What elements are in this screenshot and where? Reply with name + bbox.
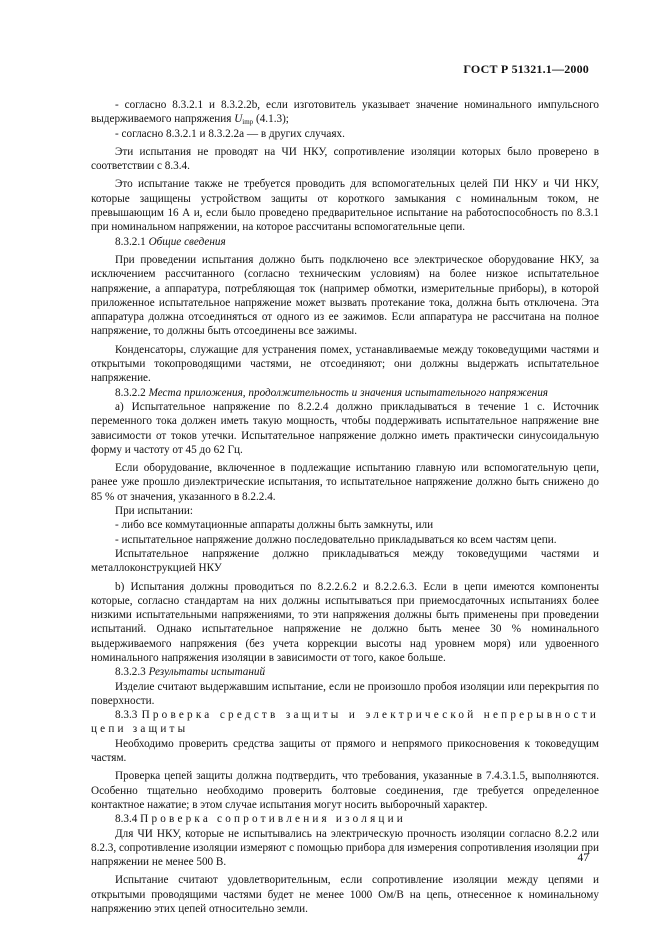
voltage-subscript: imp: [242, 118, 254, 127]
paragraph-13: b) Испытания должны проводиться по 8.2.2.6.2 и 8.2.2.6.3. Если в цепи имеются компоненты которые, согласно стандартам на них должны испытываться при приемосдаточных испытаниях более низкими испытательными напряжениями, то эти напряжения должны быть применены при проведении испытаний. Однако испытательное напряжение не должно быть менее 30 % номинального выдерживаемого напряжения (без учета коррекции высоты над уровнем моря) или удвоенного номинального напряжения изоляции в зависимости от того, какое больше.: [91, 580, 599, 664]
section-title: Общие сведения: [148, 235, 226, 248]
paragraph-11: - испытательное напряжение должно последовательно прикладываться ко всем частям цепи.: [115, 533, 557, 546]
paragraph-16: Проверка цепей защиты должна подтвердить, что требования, указанные в 7.4.3.1.5, выполняются. Особенно тщательно необходимо проверить болтовые соединения, где требуется определенное контактное нажатие; в этом случае испытания могут носить выборочный характер.: [91, 770, 599, 811]
section-title: Проверка средств защиты и электрической непрерывности цепи защиты: [91, 709, 600, 736]
paragraph-1-tail: (4.1.3);: [253, 113, 289, 126]
paragraph-3: Эти испытания не проводят на ЧИ НКУ, сопротивление изоляции которых было проверено в соответствии с 8.3.4.: [91, 145, 599, 173]
voltage-symbol: U: [234, 113, 243, 126]
section-8-3-2-2-heading: [91, 386, 599, 400]
paragraph-14: Изделие считают выдержавшим испытание, если не произошло пробоя изоляции или перекрытия по поверхности.: [91, 680, 599, 707]
paragraph-8: Если оборудование, включенное в подлежащие испытанию главную или вспомогательную цепи, ранее уже прошло диэлектрические испытания, то испытательное напряжение должно быть снижено до 85 % от значения, указанного в 8.2.2.4.: [91, 462, 599, 503]
paragraph-4: Это испытание также не требуется проводить для вспомогательных целей ПИ НКУ и ЧИ НКУ, которые защищены устройством защиты от короткого замыкания с номинальным током, не превышающим 16 А и, если было проведено предварительное испытание на работоспособность по 8.3.1 при номинальном напряжении, на которое рассчитаны вспомогательные цепи.: [91, 178, 599, 234]
paragraph-10: - либо все коммутационные аппараты должны быть замкнуты, или: [115, 519, 434, 532]
paragraph-9: При испытании:: [115, 505, 193, 518]
section-number: 8.3.3: [115, 709, 142, 722]
section-title: Результаты испытаний: [148, 666, 266, 679]
section-8-3-4-heading: [91, 812, 599, 826]
paragraph-2: - согласно 8.3.2.1 и 8.3.2.2a — в других случаях.: [115, 127, 345, 140]
paragraph-12: Испытательное напряжение должно прикладываться между токоведущими частями и металлоконструкцией НКУ: [91, 547, 599, 575]
paragraph-18: Испытание считают удовлетворительным, если сопротивление изоляции между цепями и открытыми проводящими частями будет не менее 1000 Ом/В на цепь, отнесенное к номинальному напряжению этих цепей относительно земли.: [91, 874, 599, 916]
paragraph-1: [91, 98, 599, 127]
section-number: 8.3.2.2: [115, 386, 149, 399]
section-8-3-2-3-heading: [91, 665, 599, 679]
section-number: 8.3.2.3: [115, 666, 149, 679]
paragraph-6: Конденсаторы, служащие для устранения помех, устанавливаемые между токоведущими частями и открытыми токопроводящими частями, не отсоединяют; они должны выдержать испытательное напряжение.: [91, 343, 599, 385]
section-8-3-2-1-heading: [91, 235, 599, 249]
paragraph-1-text: - согласно 8.3.2.1 и 8.3.2.2b, если изготовитель указывает значение номинального импульсного выдерживаемого напряжения: [91, 99, 599, 126]
paragraph-15: Необходимо проверить средства защиты от прямого и непрямого прикосновения к токоведущим частям.: [91, 737, 599, 765]
paragraph-17: Для ЧИ НКУ, которые не испытывались на электрическую прочность изоляции согласно 8.2.2 или 8.2.3, сопротивление изоляции измеряют с помощью прибора для измерения сопротивления изоляции при напряжении не менее 500 В.: [91, 827, 599, 869]
section-8-3-3-heading: [91, 708, 599, 737]
paragraph-5: При проведении испытания должно быть подключено все электрическое оборудование НКУ, за исключением рассчитанного (согласно техническим условиям) на более низкое испытательное напряжение, а аппаратура, потребляющая ток (например обмотки, измерительные приборы), в которой приложенное испытательное напряжение может вызвать протекание тока, должна быть отключена. Эта аппаратура должна отсоединяться от одного из ее зажимов. Если аппаратура не рассчитана на полное напряжение, то должны быть отсоединены все зажимы.: [91, 253, 599, 338]
page-number: 47: [577, 852, 589, 864]
paragraph-7: а) Испытательное напряжение по 8.2.2.4 должно прикладываться в течение 1 с. Источник переменного тока должен иметь такую мощность, чтобы поддерживать испытательное напряжение вне зависимости от токов утечки. Испытательное напряжение должно иметь практически синусоидальную форму и частоту от 45 до 62 Гц.: [91, 400, 599, 456]
section-number: 8.3.4: [115, 813, 141, 826]
section-title: Проверка сопротивления изоляции: [140, 813, 406, 826]
document-header: ГОСТ Р 51321.1—2000: [463, 62, 589, 76]
section-number: 8.3.2.1: [115, 235, 149, 248]
document-body: [91, 98, 599, 916]
section-title: Места приложения, продолжительность и значения испытательного напряжения: [148, 386, 549, 399]
